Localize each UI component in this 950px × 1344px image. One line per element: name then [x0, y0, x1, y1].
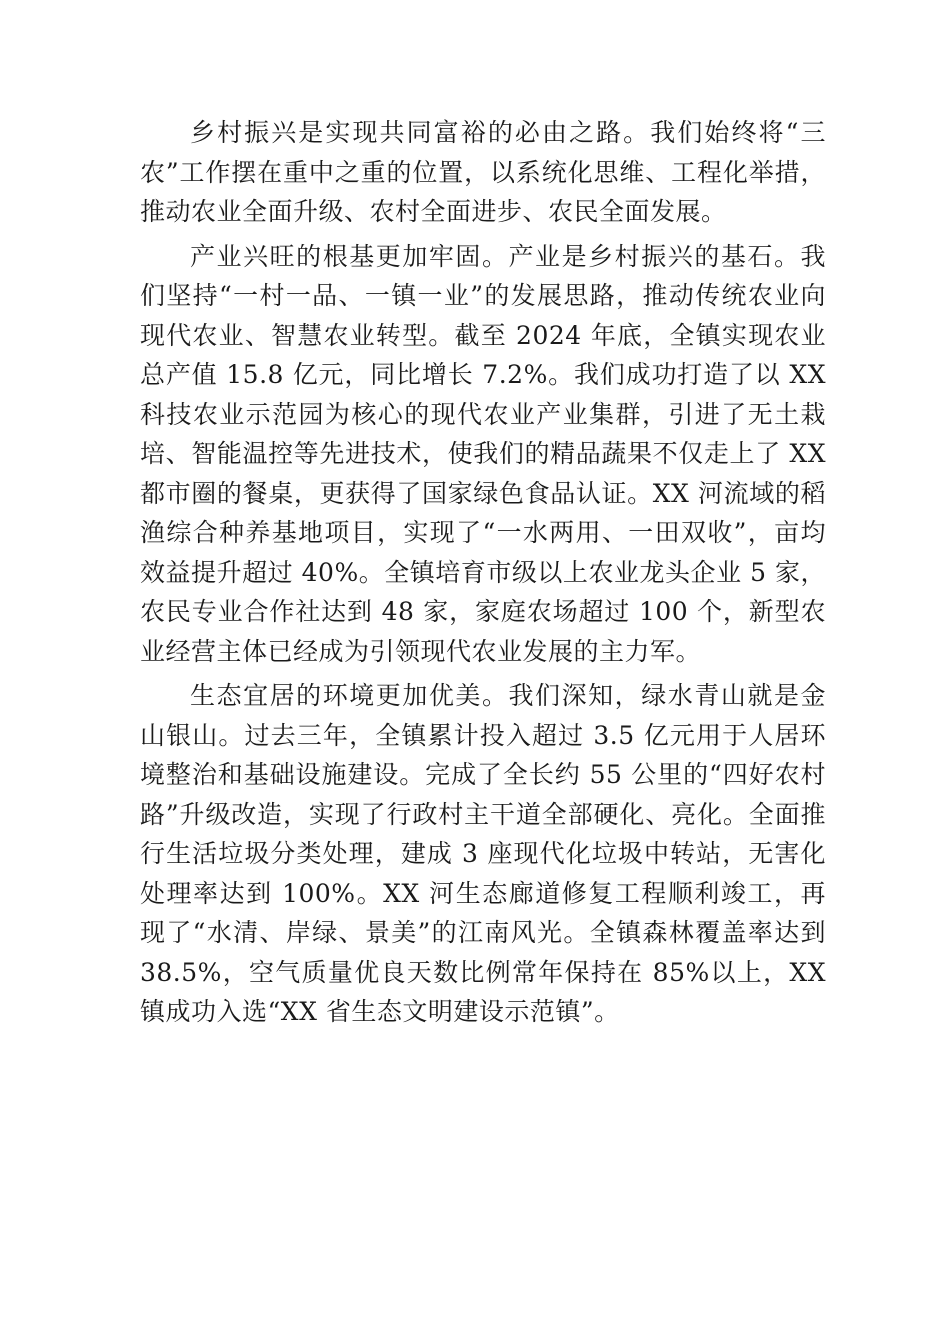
paragraph-ecological-livability: 生态宜居的环境更加优美。我们深知，绿水青山就是金山银山。过去三年，全镇累计投入超过 3.5 亿元用于人居环境整治和基础设施建设。完成了全长约 55 公里的“四好农村路”升级改造，实现了行政村主干道全部硬化、亮化。全面推行生活垃圾分类处理，建成 3 座现代化垃圾中转站，无害化处理率达到 100%。XX 河生态廊道修复工程顺利竣工，再现了“水清、岸绿、景美”的江南风光。全镇森林覆盖率达到 38.5%，空气质量优良天数比例常年保持在 85%以上，XX 镇成功入选“XX 省生态文明建设示范镇”。	[140, 681, 826, 1026]
paragraph-rural-revitalization: 乡村振兴是实现共同富裕的必由之路。我们始终将“三农”工作摆在重中之重的位置，以系统化思维、工程化举措，推动农业全面升级、农村全面进步、农民全面发展。	[140, 118, 826, 226]
paragraph-industry-prosperity: 产业兴旺的根基更加牢固。产业是乡村振兴的基石。我们坚持“一村一品、一镇一业”的发展思路，推动传统农业向现代农业、智慧农业转型。截至 2024 年底，全镇实现农业总产值 15.8 亿元，同比增长 7.2%。我们成功打造了以 XX 科技农业示范园为核心的现代农业产业集群，引进了无土栽培、智能温控等先进技术，使我们的精品蔬果不仅走上了 XX 都市圈的餐桌，更获得了国家绿色食品认证。XX 河流域的稻渔综合种养基地项目，实现了“一水两用、一田双收”，亩均效益提升超过 40%。全镇培育市级以上农业龙头企业 5 家，农民专业合作社达到 48 家，家庭农场超过 100 个，新型农业经营主体已经成为引领现代农业发展的主力军。	[140, 241, 826, 666]
document-body	[140, 113, 826, 1037]
